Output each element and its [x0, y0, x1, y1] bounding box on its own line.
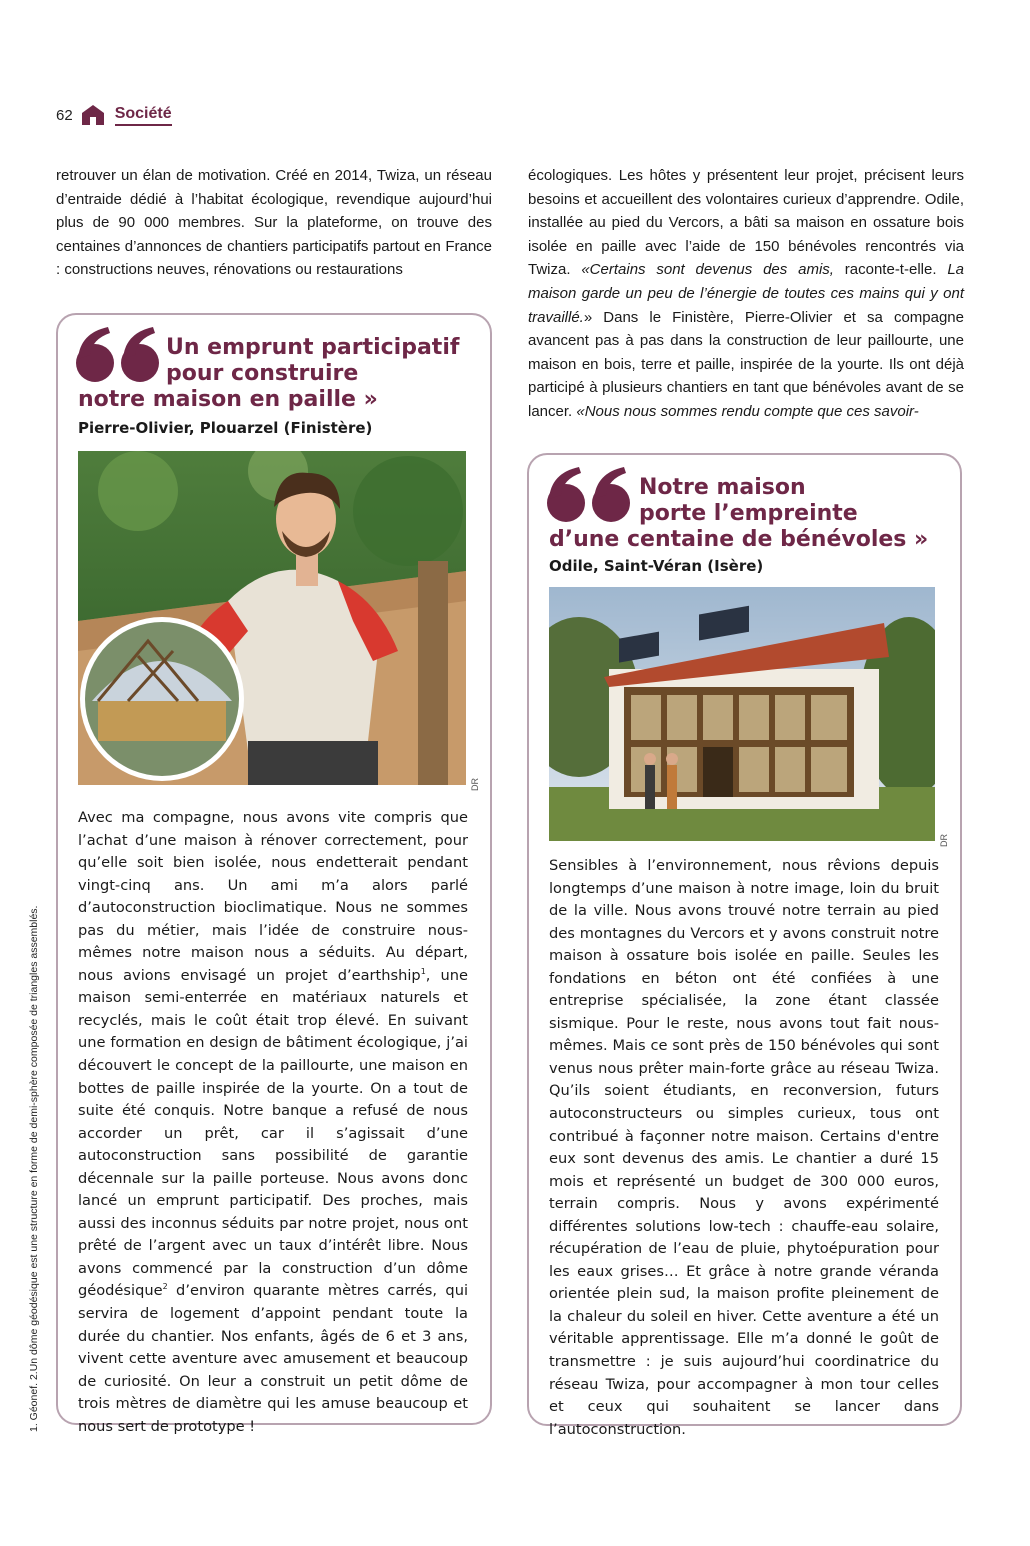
photo-man-on-straw-house: [78, 451, 466, 785]
testimonial-author: Pierre-Olivier, Plouarzel (Finistère): [78, 419, 373, 437]
house-icon: [81, 104, 105, 126]
testimonial-box-odile: [527, 453, 962, 1438]
testimonial-title-line: notre maison en paille »: [78, 387, 378, 412]
photo-credit: DR: [939, 834, 949, 847]
testimonial-title-line: pour construire: [166, 361, 359, 386]
intro-left-column: retrouver un élan de motivation. Créé en 2014, Twiza, un réseau d’entraide dédié à l’habitat écologique, revendique aujourd’hui plus de 90 000 membres. Sur la plateforme, on trouve des centaines d’annonces de chantiers participatifs partout en France : constructions neuves, rénovations ou restaurations: [56, 167, 492, 279]
page-header: [56, 104, 172, 126]
intro-right-column: écologiques. Les hôtes y présentent leur projet, précisent leurs besoins et accueillent des volontaires curieux d’apprendre. Odile, installée au pied du Vercors, a bâti sa maison en ossature bois isolée en paille avec l’aide de 150 bénévoles rencontrés via Twiza. «Certains sont devenus des amis, raconte-t-elle. La maison garde un peu de l’énergie de toutes ces mains qui y ont travaillé.» Dans le Finistère, Pierre-Olivier et sa compagne avancent pas à pas dans la construction de leur paillourte, une maison en bois, terre et paille, inspirée de la yourte. Ils ont déjà participé à plusieurs chantiers en tant que bénévoles avant de se lancer. «Nous nous sommes rendu compte que ces savoir-: [528, 167, 965, 420]
photo-straw-house-with-veranda: [549, 587, 935, 841]
testimonial-box-pierre-olivier: [56, 313, 492, 1435]
testimonial-title-line: d’une centaine de bénévoles »: [549, 527, 929, 552]
photo-credit: DR: [470, 778, 480, 791]
footnote: 1. Géonef. 2.Un dôme géodésique est une structure en forme de demi-sphère composée de triangles assemblés.: [28, 905, 40, 1432]
testimonial-author: Odile, Saint-Véran (Isère): [549, 557, 764, 575]
testimonial-text: Sensibles à l’environnement, nous rêvions depuis longtemps d’une maison à notre image, loin du bruit de la ville. Nous avons trouvé notre terrain au pied des montagnes du Vercors et y avons construit notre maison à ossature bois isolée en paille. Seules les fondations en béton ont été confiées à une entreprise spécialisée, la zone étant classée sismique. Pour le reste, nous avons tout fait nous-mêmes. Mais ce sont près de 150 bénévoles qui sont venus nous prêter main-forte grâce au réseau Twiza. Qu’ils soient étudiants, en reconversion, futurs autoconstructeurs ou simples curieux, tous ont contribué à façonner notre maison. Certains d'entre eux sont devenus des amis. Le chantier a duré 15 mois et représenté un budget de 300 000 euros, terrain compris. Nous y avons expérimenté différentes solutions low-tech : chauffe-eau solaire, récupération de l’eau de pluie, phytoépuration pour les eaux grises… Et grâce à notre grande véranda orientée plein sud, la maison profite pleinement de la chaleur du soleil en hiver. Cette aventure a été un véritable apprentissage. Elle m’a donné le goût de transmettre : je suis aujourd’hui coordinatrice du réseau Twiza, pour accompagner à mon tour celles et ceux qui souhaitent se lancer dans l’autoconstruction.: [549, 857, 939, 1438]
testimonial-title-line: porte l’empreinte: [639, 501, 858, 526]
testimonial-title-line: Un emprunt participatif: [166, 335, 460, 360]
testimonial-text: Avec ma compagne, nous avons vite compris que l’achat d’une maison à rénover correctement, pour qu’elle soit bien isolée, nous endetterait pendant vingt-cinq ans. Un ami m’a alors parlé d’autoconstruction bioclimatique. Nous ne sommes pas du métier, mais l’idée de construire nous-mêmes notre maison nous a séduits. Au départ, nous avions envisagé un projet d’earthship$^1$, une maison semi-enterrée en matériaux naturels et recyclés, mais le coût était trop élevé. En suivant une formation en design de bâtiment écologique, j’ai découvert le concept de la paillourte, une maison en bottes de paille inspirée de la yourte. On a tout de suite été conquis. Notre banque a refusé de nous accorder un prêt, car il s’agissait d’une autoconstruction sans possibilité de garantie décennale sur la paille porteuse. Nous avons donc lancé un emprunt participatif. Des proches, mais aussi des inconnus séduits par notre projet, nous ont prêté de l’argent avec un taux d’intérêt libre. Nous avons commencé par la construction d’un dôme géodésique$^2$ d’environ quarante mètres carrés, qui servira de logement d’appoint pendant toute la durée du chantier. Nos enfants, âgés de 6 et 3 ans, vivent cette aventure avec amusement et beaucoup de curiosité. On leur a construit un petit dôme de trois mètres de diamètre qui les amuse beaucoup et nous sert de prototype !: [78, 809, 468, 1435]
quote-marks-icon: [545, 465, 635, 525]
testimonial-title-line: Notre maison: [639, 475, 806, 500]
quote-marks-icon: [74, 325, 164, 385]
section-title: Société: [115, 105, 172, 126]
page-number: 62: [56, 106, 73, 124]
